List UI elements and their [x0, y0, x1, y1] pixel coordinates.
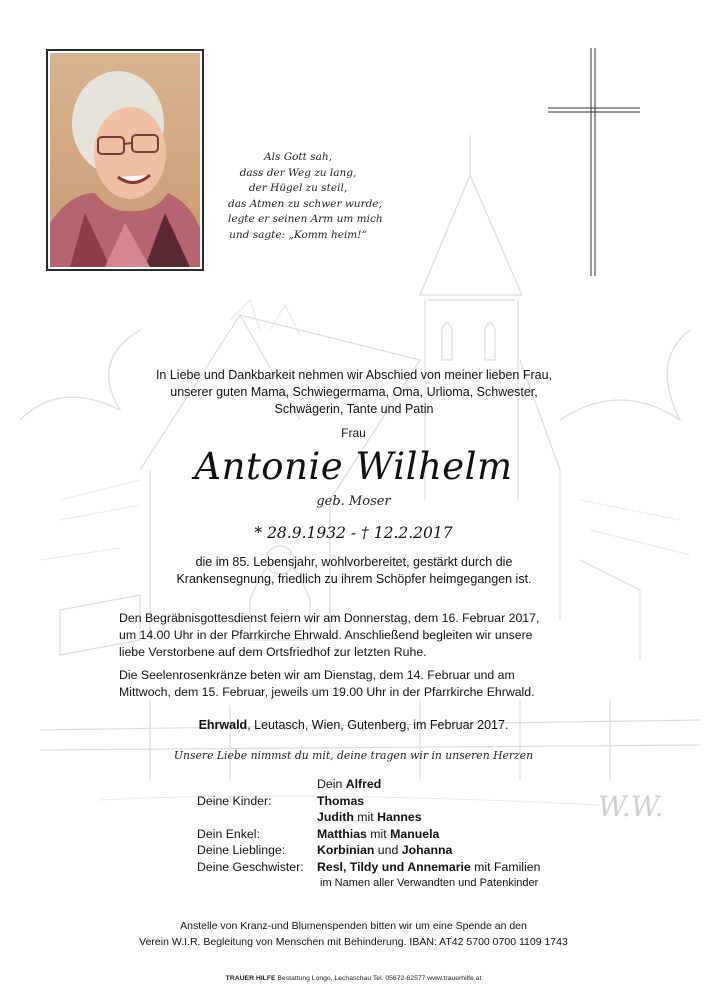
- maiden-name: geb. Moser: [316, 494, 391, 509]
- passing-line: die im 85. Lebensjahr, wohlvorbereitet, gestärkt durch die: [195, 555, 513, 569]
- footer-brand: TRAUER HILFE: [225, 975, 276, 982]
- funeral-line: Den Begräbnisgottesdienst feiern wir am Donnerstag, dem 16. Februar 2017,: [119, 611, 540, 625]
- passing-line: Krankensegnung, friedlich zu ihrem Schöpfer heimgegangen ist.: [176, 572, 532, 586]
- connector-text: und: [374, 843, 402, 857]
- funeral-line: liebe Verstorbene auf dem Ortsfriedhof zur letzten Ruhe.: [119, 645, 427, 659]
- rosary-line: Die Seelenrosenkränze beten wir am Dienstag, dem 14. Februar und am: [119, 668, 515, 682]
- poem-line: das Atmen zu schwer wurde,: [228, 197, 382, 210]
- funeral-line: um 14.00 Uhr in der Pfarrkirche Ehrwald. Anschließend begleiten wir unsere: [119, 628, 533, 642]
- intro-line: Schwägerin, Tante und Patin: [274, 402, 434, 416]
- favorites-label: Deine Lieblinge:: [197, 843, 286, 857]
- cross-icon: [548, 48, 640, 276]
- portrait-image: [50, 53, 200, 267]
- rosary-paragraph: [119, 667, 589, 701]
- family-row-children-2: [197, 809, 617, 826]
- farewell-intro: [120, 367, 588, 418]
- poem-line: der Hügel zu steil,: [248, 182, 348, 194]
- partner-name: Hannes: [377, 810, 422, 824]
- poem-line: legte er seinen Arm um mich: [228, 213, 383, 225]
- life-dates: * 28.9.1932 - † 12.2.2017: [254, 524, 453, 542]
- family-row-siblings: [197, 859, 617, 876]
- donation-notice: [60, 919, 647, 950]
- rosary-line: Mittwoch, dem 15. Februar, jeweils um 19.00 Uhr in der Pfarrkirche Ehrwald.: [119, 685, 535, 699]
- poem-line: dass der Weg zu lang,: [239, 166, 357, 179]
- poem: [228, 150, 383, 243]
- family-row-children: [197, 793, 617, 810]
- family-list: [197, 776, 617, 892]
- closing-note: im Namen aller Verwandten und Patenkinder: [320, 877, 539, 889]
- place-bold: Ehrwald: [198, 718, 248, 732]
- footer-text: Bestattung Longo, Lechaschau Tel. 05672-62577 www.trauerhilfe.at: [275, 975, 482, 982]
- favorite-name: Johanna: [401, 843, 453, 857]
- child-name: Thomas: [317, 793, 365, 808]
- family-row-grandchildren: [197, 826, 617, 843]
- husband-name: Alfred: [345, 777, 382, 791]
- connector-text: mit: [366, 826, 391, 841]
- favorite-name: Korbinian: [317, 843, 375, 857]
- husband-prefix: Dein: [317, 777, 346, 791]
- children-label: Deine Kinder:: [197, 793, 272, 808]
- portrait-photo: [46, 49, 204, 271]
- place-rest: , Leutasch, Wien, Gutenberg, im Februar 2017.: [247, 718, 509, 732]
- place-date-line: [0, 718, 707, 732]
- siblings-names: Resl, Tildy und Annemarie: [317, 859, 471, 874]
- funeral-paragraph: [119, 610, 589, 661]
- connector-text: mit: [353, 810, 378, 824]
- poem-line: und sagte: „Komm heim!“: [229, 228, 367, 241]
- intro-line: unserer guten Mama, Schwiegermama, Oma, Urlioma, Schwester,: [170, 385, 538, 399]
- motto: Unsere Liebe nimmst du mit, deine tragen wir in unseren Herzen: [173, 749, 534, 762]
- grandchildren-label: Dein Enkel:: [197, 826, 260, 841]
- deceased-name: Antonie Wilhelm: [194, 445, 513, 488]
- intro-line: In Liebe und Dankbarkeit nehmen wir Abschied von meiner lieben Frau,: [155, 368, 553, 382]
- child-name: Judith: [317, 810, 354, 824]
- family-row-closing: [197, 875, 617, 892]
- grandchild-name: Matthias: [317, 826, 367, 841]
- siblings-label: Deine Geschwister:: [197, 859, 304, 874]
- artist-signature: W.W.: [598, 790, 664, 823]
- siblings-suffix: mit Familien: [470, 859, 541, 874]
- footer: [0, 975, 707, 982]
- passing-text: [120, 554, 588, 588]
- poem-line: Als Gott sah,: [264, 151, 332, 163]
- partner-name: Manuela: [390, 826, 440, 841]
- salutation: Frau: [341, 426, 366, 440]
- family-row-husband: [197, 776, 617, 793]
- donation-line: Anstelle von Kranz-und Blumenspenden bitten wir um eine Spende an den: [180, 920, 527, 932]
- donation-line: Verein W.I.R. Begleitung von Menschen mit Behinderung. IBAN: AT42 5700 0700 1109 1743: [139, 935, 568, 948]
- family-row-favorites: [197, 842, 617, 859]
